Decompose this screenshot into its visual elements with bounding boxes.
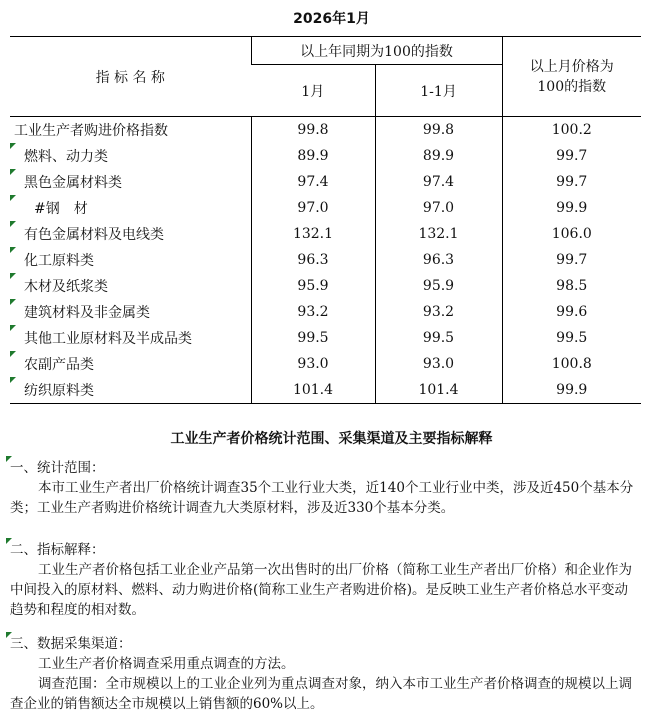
notes-title: 工业生产者价格统计范围、采集渠道及主要指标解释	[170, 431, 493, 447]
green-marker-icon	[10, 351, 16, 357]
row-name-text: 化工原料类	[24, 253, 94, 269]
row-name-text: 有色金属材料及电线类	[24, 227, 164, 243]
table-row	[10, 117, 641, 144]
row-cumulative-value: 99.8	[375, 117, 502, 144]
green-marker-icon	[10, 325, 16, 331]
row-jan-value: 99.5	[251, 325, 375, 351]
row-name-text: #钢 材	[34, 201, 88, 217]
table-row	[10, 377, 641, 404]
row-indicator-name	[10, 247, 251, 273]
green-marker-icon	[10, 195, 16, 201]
row-mom-value: 99.7	[502, 247, 641, 273]
row-cumulative-value: 89.9	[375, 143, 502, 169]
table-row	[10, 325, 641, 351]
row-jan-value: 93.2	[251, 299, 375, 325]
row-indicator-name	[10, 377, 251, 404]
row-mom-value: 99.7	[502, 169, 641, 195]
row-cumulative-value: 96.3	[375, 247, 502, 273]
row-indicator-name	[10, 169, 251, 195]
row-indicator-name	[10, 221, 251, 247]
row-mom-value: 99.9	[502, 377, 641, 404]
green-marker-icon	[6, 538, 12, 544]
row-indicator-name	[10, 273, 251, 299]
table-row	[10, 221, 641, 247]
row-mom-value: 98.5	[502, 273, 641, 299]
section-collection-heading: 三、数据采集渠道：	[10, 636, 132, 652]
green-marker-icon	[10, 221, 16, 227]
row-cumulative-value: 97.0	[375, 195, 502, 221]
green-marker-icon	[10, 143, 16, 149]
row-cumulative-value: 93.0	[375, 351, 502, 377]
row-jan-value: 132.1	[251, 221, 375, 247]
header-mom-index: 以上月价格为100的指数	[502, 37, 641, 117]
row-name-text: 燃料、动力类	[24, 149, 108, 165]
row-mom-value: 99.7	[502, 143, 641, 169]
header-yoy-group: 以上年同期为100的指数	[251, 37, 502, 65]
section-scope-heading: 一、统计范围：	[10, 460, 105, 476]
row-jan-value: 96.3	[251, 247, 375, 273]
section-scope-body: 本市工业生产者出厂价格统计调查35个工业行业大类，近140个工业行业中类，涉及近450个基本分类；工业生产者购进价格统计调查九大类原材料，涉及近330个基本分类。	[10, 480, 634, 516]
price-index-table	[10, 36, 641, 404]
row-jan-value: 89.9	[251, 143, 375, 169]
row-jan-value: 93.0	[251, 351, 375, 377]
row-mom-value: 99.9	[502, 195, 641, 221]
row-cumulative-value: 93.2	[375, 299, 502, 325]
section-definitions	[10, 540, 640, 620]
report-date-title: 2026年1月	[293, 11, 370, 27]
section-definitions-heading: 二、指标解释：	[10, 542, 105, 558]
table-row	[10, 351, 641, 377]
header-jan-cumulative: 1-1月	[375, 65, 502, 117]
row-cumulative-value: 132.1	[375, 221, 502, 247]
green-marker-icon	[6, 632, 12, 638]
row-jan-value: 97.0	[251, 195, 375, 221]
row-indicator-name	[10, 351, 251, 377]
row-name-text: 农副产品类	[24, 357, 94, 373]
row-indicator-name	[10, 143, 251, 169]
section-definitions-body: 工业生产者价格包括工业企业产品第一次出售时的出厂价格（简称工业生产者出厂价格）和企业作为中间投入的原材料、燃料、动力购进价格(简称工业生产者购进价格)。是反映工业生产者价格总水平变动趋势和程度的相对数。	[10, 562, 632, 618]
row-name-text: 工业生产者购进价格指数	[14, 123, 168, 139]
table-row	[10, 299, 641, 325]
section-collection	[10, 634, 640, 714]
green-marker-icon	[10, 247, 16, 253]
header-indicator-name: 指 标 名 称	[10, 37, 251, 117]
row-indicator-name	[10, 299, 251, 325]
green-marker-icon	[10, 273, 16, 279]
row-name-text: 木材及纸浆类	[24, 279, 108, 295]
table-row	[10, 169, 641, 195]
row-cumulative-value: 95.9	[375, 273, 502, 299]
row-name-text: 其他工业原材料及半成品类	[24, 331, 192, 347]
row-indicator-name	[10, 117, 251, 144]
table-row	[10, 247, 641, 273]
row-name-text: 黑色金属材料类	[24, 175, 122, 191]
table-row	[10, 273, 641, 299]
section-scope	[10, 458, 640, 518]
row-indicator-name	[10, 195, 251, 221]
section-collection-scope: 调查范围：全市规模以上的工业企业列为重点调查对象，纳入本市工业生产者价格调查的规模以上调查企业的销售额达全市规模以上销售额的60%以上。	[10, 676, 632, 712]
green-marker-icon	[10, 377, 16, 383]
section-collection-method: 工业生产者价格调查采用重点调查的方法。	[38, 656, 295, 672]
header-jan: 1月	[251, 65, 375, 117]
row-mom-value: 100.8	[502, 351, 641, 377]
row-jan-value: 95.9	[251, 273, 375, 299]
row-mom-value: 99.5	[502, 325, 641, 351]
table-row	[10, 195, 641, 221]
row-jan-value: 101.4	[251, 377, 375, 404]
row-jan-value: 99.8	[251, 117, 375, 144]
row-mom-value: 100.2	[502, 117, 641, 144]
row-mom-value: 99.6	[502, 299, 641, 325]
green-marker-icon	[6, 456, 12, 462]
table-row	[10, 143, 641, 169]
row-cumulative-value: 99.5	[375, 325, 502, 351]
row-name-text: 纺织原料类	[24, 383, 94, 399]
row-jan-value: 97.4	[251, 169, 375, 195]
row-mom-value: 106.0	[502, 221, 641, 247]
green-marker-icon	[10, 169, 16, 175]
row-cumulative-value: 97.4	[375, 169, 502, 195]
row-name-text: 建筑材料及非金属类	[24, 305, 150, 321]
row-cumulative-value: 101.4	[375, 377, 502, 404]
green-marker-icon	[10, 299, 16, 305]
row-indicator-name	[10, 325, 251, 351]
